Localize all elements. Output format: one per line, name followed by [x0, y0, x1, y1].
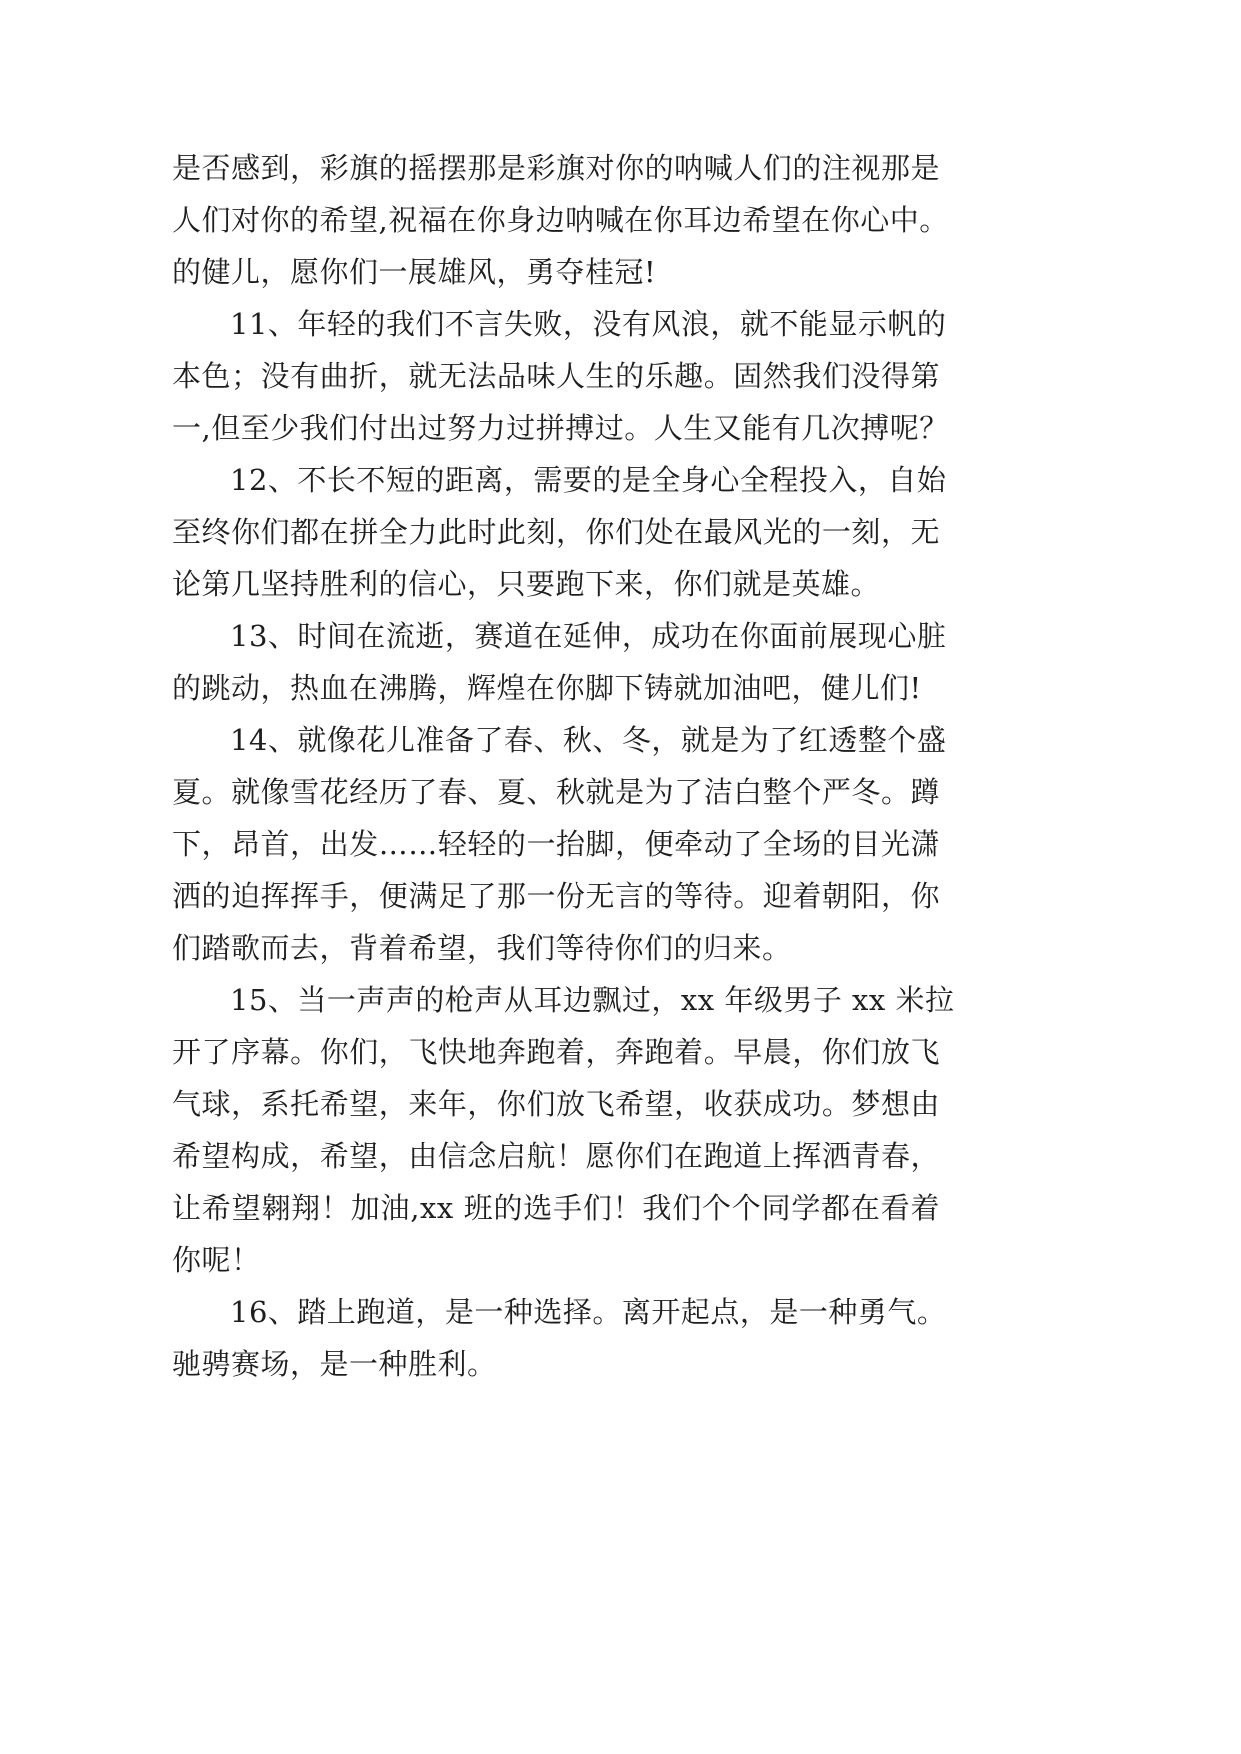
text-line: 14、就像花儿准备了春、秋、冬，就是为了红透整个盛: [230, 723, 947, 757]
text-line: 12、不长不短的距离，需要的是全身心全程投入，自始: [230, 463, 947, 497]
paragraph: [172, 1286, 972, 1390]
text-line: 一,但至少我们付出过努力过拼搏过。人生又能有几次搏呢？: [172, 411, 949, 445]
text-line: 13、时间在流逝，赛道在延伸，成功在你面前展现心脏: [230, 619, 947, 653]
text-line: 让希望翱翔！加油,xx 班的选手们！我们个个同学都在看着: [172, 1191, 940, 1225]
text-line: 11、年轻的我们不言失败，没有风浪，就不能显示帆的: [230, 307, 947, 341]
text-line: 至终你们都在拼全力此时此刻，你们处在最风光的一刻，无: [172, 515, 940, 549]
paragraph: [172, 298, 972, 454]
text-line: 的健儿，愿你们一展雄风，勇夺桂冠!: [172, 255, 657, 289]
text-line: 夏。就像雪花经历了春、夏、秋就是为了洁白整个严冬。蹲: [172, 775, 940, 809]
text-line: 驰骋赛场，是一种胜利。: [172, 1347, 497, 1381]
paragraph: [172, 142, 972, 298]
paragraph: [172, 714, 972, 974]
text-line: 你呢！: [172, 1243, 261, 1277]
text-line: 气球，系托希望，来年，你们放飞希望，收获成功。梦想由: [172, 1087, 940, 1121]
paragraph: [172, 610, 972, 714]
text-line: 们踏歌而去，背着希望，我们等待你们的归来。: [172, 931, 792, 965]
text-line: 洒的迫挥挥手，便满足了那一份无言的等待。迎着朝阳，你: [172, 879, 940, 913]
text-line: 人们对你的希望,祝福在你身边呐喊在你耳边希望在你心中。: [172, 203, 949, 237]
paragraph: [172, 974, 972, 1286]
text-line: 开了序幕。你们，飞快地奔跑着，奔跑着。早晨，你们放飞: [172, 1035, 940, 1069]
text-line: 是否感到，彩旗的摇摆那是彩旗对你的呐喊人们的注视那是: [172, 151, 940, 185]
text-line: 论第几坚持胜利的信心，只要跑下来，你们就是英雄。: [172, 567, 881, 601]
text-line: 16、踏上跑道，是一种选择。离开起点，是一种勇气。: [230, 1295, 947, 1329]
text-line: 本色；没有曲折，就无法品味人生的乐趣。固然我们没得第: [172, 359, 940, 393]
text-line: 的跳动，热血在沸腾，辉煌在你脚下铸就加油吧，健儿们!: [172, 671, 922, 705]
text-line: 下，昂首，出发……轻轻的一抬脚，便牵动了全场的目光潇: [172, 827, 940, 861]
text-line: 希望构成，希望，由信念启航！愿你们在跑道上挥洒青春，: [172, 1139, 940, 1173]
text-line: 15、当一声声的枪声从耳边飘过，xx 年级男子 xx 米拉: [230, 983, 955, 1017]
paragraph: [172, 454, 972, 610]
document-body: [172, 142, 972, 1390]
